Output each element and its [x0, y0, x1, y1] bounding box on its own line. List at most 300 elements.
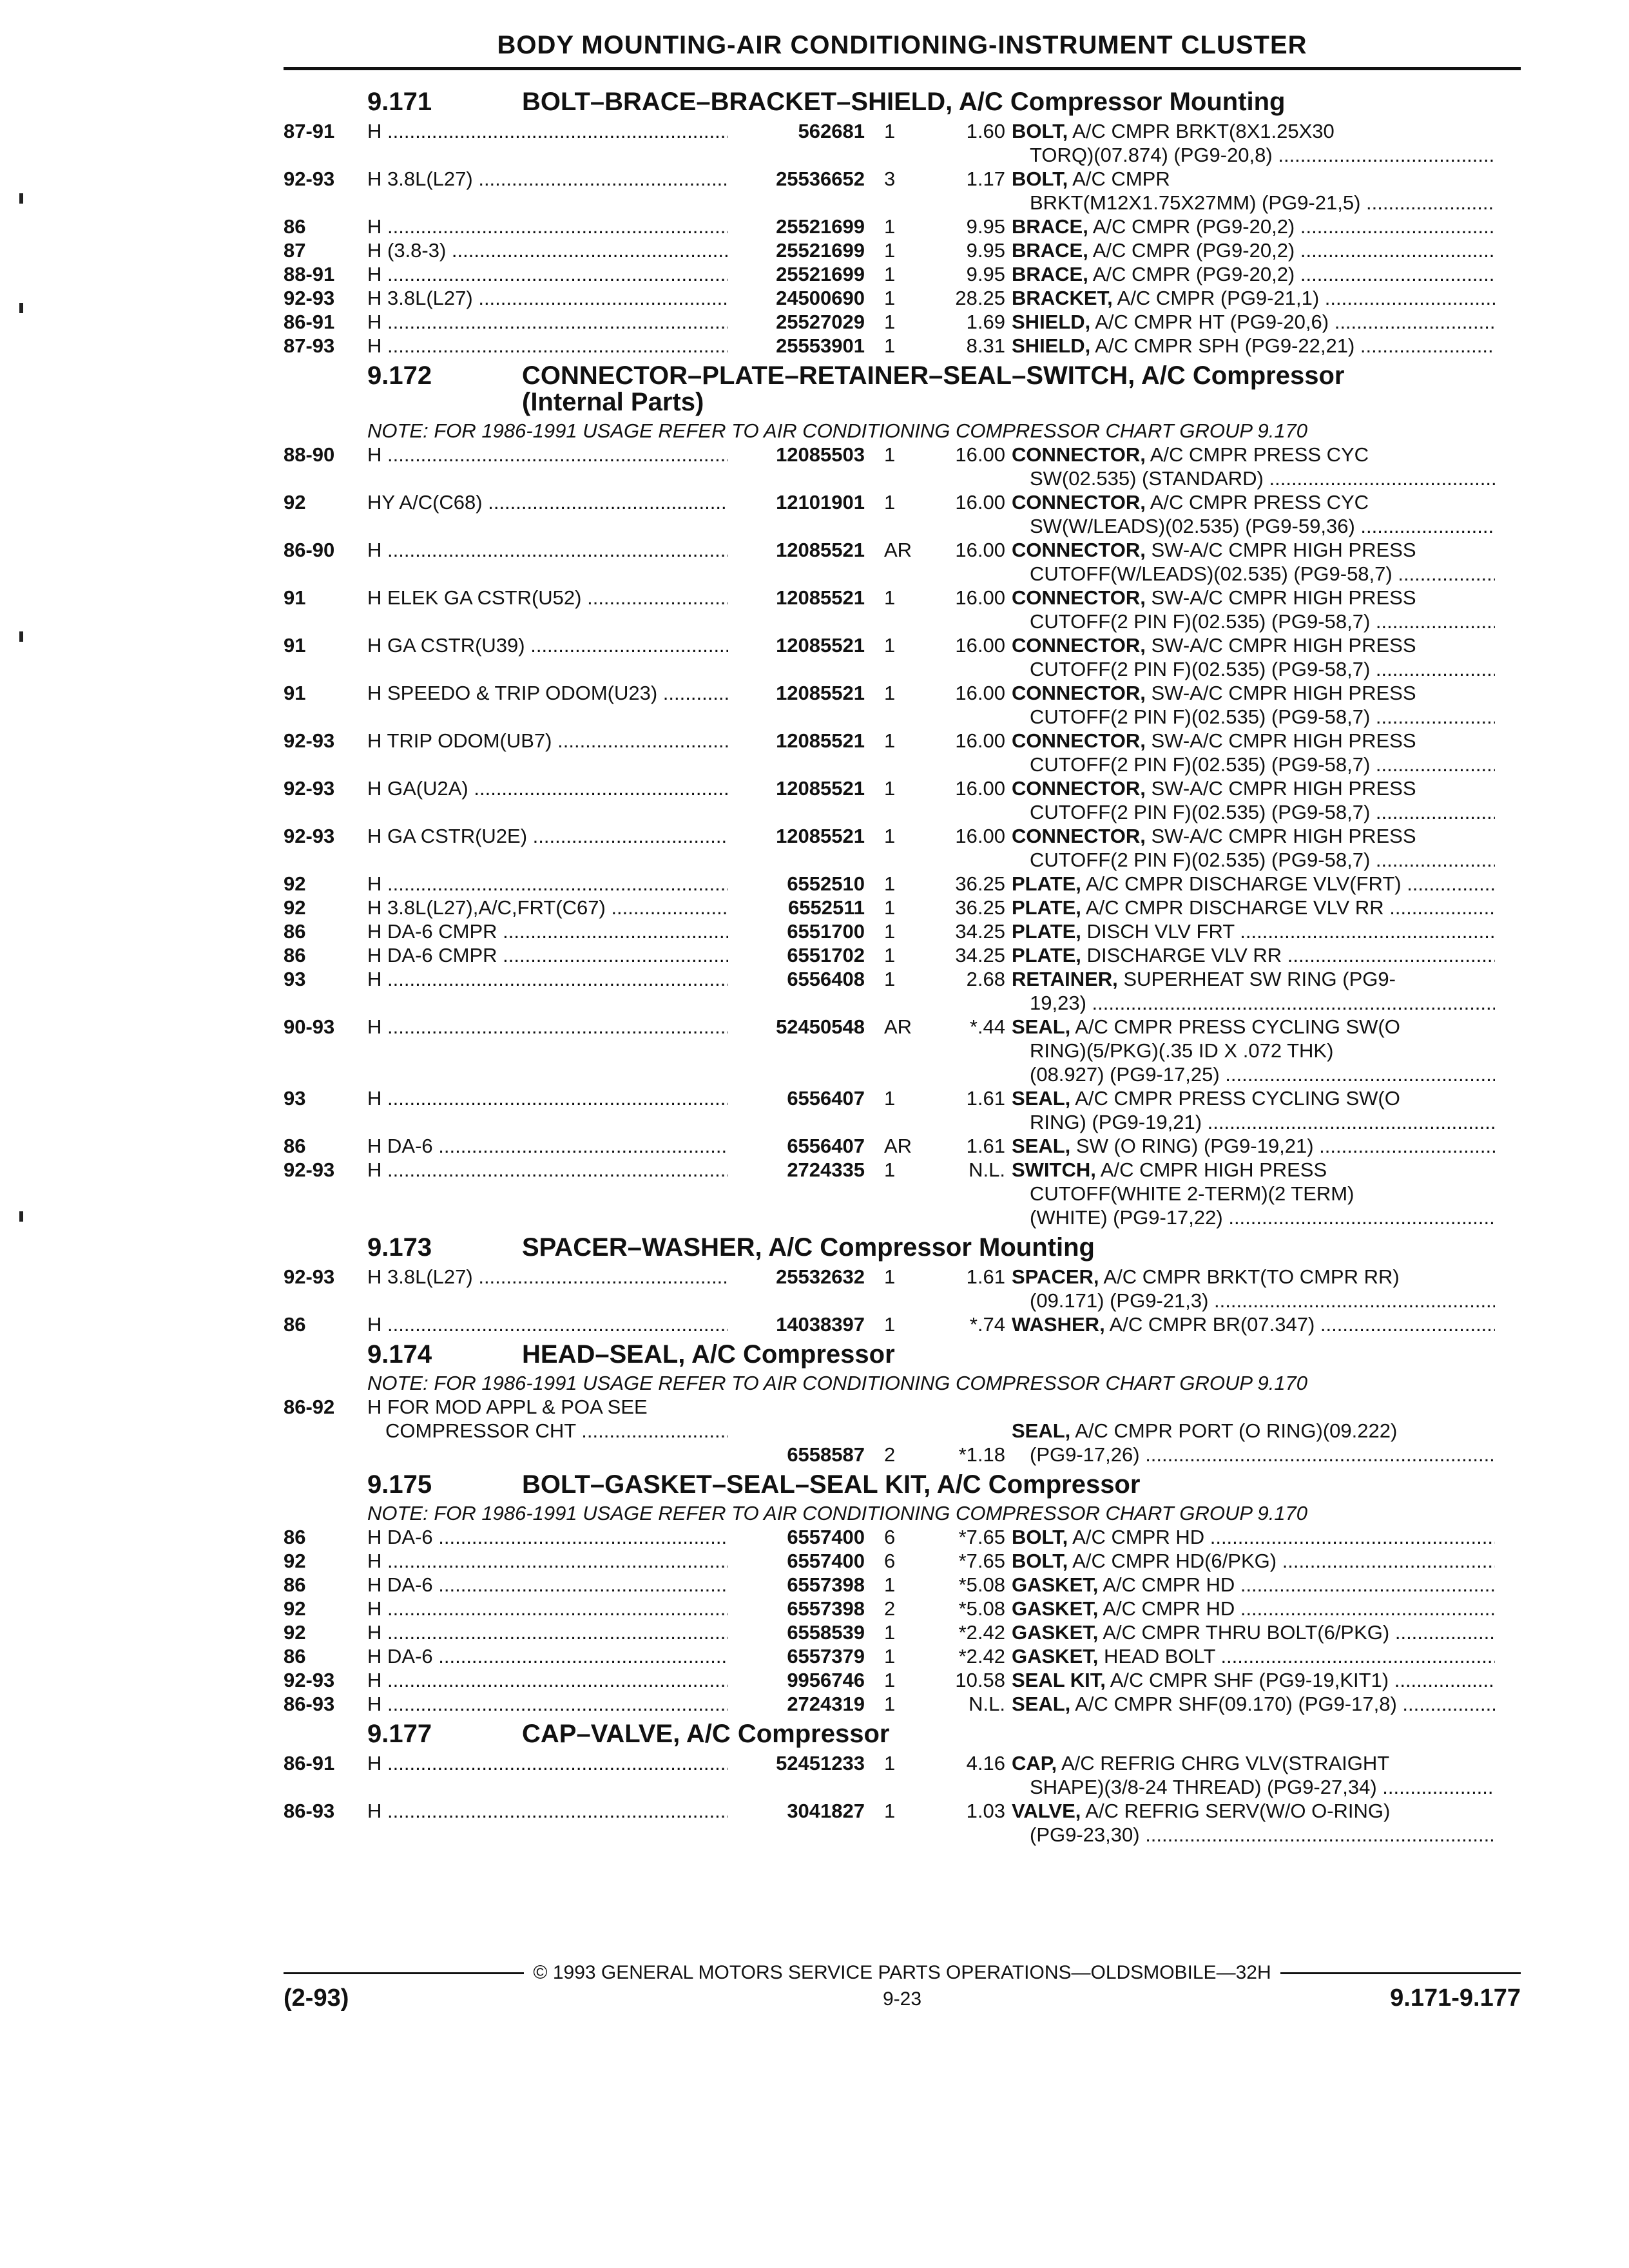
- part-price: 1.60: [966, 120, 1005, 142]
- group-title: CAP–VALVE, A/C Compressor: [522, 1720, 890, 1748]
- group-heading: [284, 1720, 1521, 1749]
- part-model: [367, 1086, 728, 1134]
- part-name: SWITCH,: [1012, 1158, 1096, 1181]
- part-row: [284, 896, 1521, 919]
- group-title: SPACER–WASHER, A/C Compressor Mounting: [522, 1233, 1095, 1262]
- part-model: [367, 943, 728, 967]
- margin-mark: [19, 1211, 23, 1222]
- part-name: PLATE,: [1012, 920, 1081, 943]
- part-description: [1012, 1265, 1495, 1312]
- part-quantity: 1: [884, 634, 896, 657]
- part-description: [1012, 776, 1495, 824]
- part-description: [1012, 1312, 1495, 1336]
- part-number: 12085521: [776, 634, 865, 657]
- part-row: [284, 490, 1521, 538]
- part-year: 92: [284, 1621, 306, 1644]
- part-model: [367, 1015, 728, 1086]
- part-description-text: A/C CMPR HIGH PRESS: [1095, 1158, 1327, 1181]
- part-model-text: H .....: [367, 1693, 728, 1715]
- group-number: 9.172: [367, 361, 432, 390]
- part-number: 6556408: [787, 968, 865, 990]
- part-year: 88-91: [284, 263, 335, 285]
- part-description-first-line: [1012, 1669, 1495, 1691]
- part-number: 6551702: [787, 944, 865, 966]
- part-model: [367, 1312, 728, 1336]
- part-name: CONNECTOR,: [1012, 539, 1146, 561]
- part-description-first-line: [1012, 777, 1416, 800]
- part-number: 12085521: [776, 539, 865, 561]
- part-description-first-line: [1012, 944, 1495, 966]
- part-model-text: H DA-6 CMPR .....: [367, 944, 728, 966]
- part-number: 6557398: [787, 1573, 865, 1596]
- part-model-text: H .....: [367, 1158, 728, 1181]
- part-model: [367, 334, 728, 358]
- part-name: CONNECTOR,: [1012, 729, 1146, 752]
- part-year: 93: [284, 1087, 306, 1110]
- part-row: [284, 1573, 1521, 1597]
- part-description-text: SW-A/C CMPR HIGH PRESS: [1145, 729, 1416, 752]
- part-model: [367, 1751, 728, 1799]
- part-name: SHIELD,: [1012, 311, 1091, 333]
- part-model: [367, 1525, 728, 1549]
- part-description-text: A/C CMPR HD .....: [1068, 1526, 1495, 1548]
- part-description-first-line: [1012, 1800, 1390, 1822]
- part-number: 6557400: [787, 1526, 865, 1548]
- part-number: 6556407: [787, 1087, 865, 1110]
- part-row: [284, 1525, 1521, 1549]
- part-model: [367, 1134, 728, 1158]
- part-name: PLATE,: [1012, 944, 1081, 966]
- part-description-text: A/C CMPR HD(6/PKG) .....: [1068, 1550, 1495, 1572]
- part-model-text: H .....: [367, 1621, 728, 1644]
- part-number: 6558539: [787, 1621, 865, 1644]
- part-year: 86: [284, 920, 306, 943]
- part-description-first-line: [1012, 334, 1495, 357]
- part-model-text: H GA CSTR(U39) .....: [367, 634, 728, 657]
- part-number: 2724335: [787, 1158, 865, 1181]
- part-number: 6557379: [787, 1645, 865, 1667]
- part-price: 4.16: [966, 1752, 1005, 1774]
- part-quantity: 1: [884, 239, 896, 262]
- part-year: 92: [284, 1550, 306, 1572]
- part-description: [1012, 1015, 1495, 1086]
- part-quantity: 6: [884, 1550, 896, 1572]
- part-row: [284, 633, 1521, 681]
- part-description: [1012, 681, 1495, 729]
- part-name: GASKET,: [1012, 1573, 1099, 1596]
- group-heading: [284, 1340, 1521, 1369]
- part-year: 92-93: [284, 168, 335, 190]
- part-year: 86: [284, 1313, 306, 1336]
- group-number: 9.177: [367, 1720, 432, 1748]
- part-model-text: H .....: [367, 1015, 728, 1038]
- part-description: [1012, 1525, 1495, 1549]
- part-model-text: H .....: [367, 1669, 728, 1691]
- part-number: 6552511: [788, 896, 865, 919]
- group-heading: [284, 361, 1521, 390]
- part-model-text: H .....: [367, 539, 728, 561]
- part-model-text: H FOR MOD APPL & POA SEE: [367, 1396, 648, 1418]
- part-price: 16.00: [955, 825, 1005, 847]
- part-row: [284, 538, 1521, 586]
- group-heading: [284, 1233, 1521, 1262]
- part-model: [367, 443, 728, 490]
- part-row: [284, 776, 1521, 824]
- part-name: SEAL,: [1012, 1087, 1071, 1110]
- part-row: [284, 1799, 1521, 1847]
- part-quantity: 1: [884, 1693, 896, 1715]
- parts-listing: [284, 84, 1521, 1847]
- group-number: 9.174: [367, 1340, 432, 1369]
- part-number: 14038397: [776, 1313, 865, 1336]
- part-model-text: H .....: [367, 263, 728, 285]
- part-row: [284, 919, 1521, 943]
- part-description-text: SW (O RING) (PG9-19,21) .....: [1070, 1135, 1495, 1157]
- part-name: GASKET,: [1012, 1597, 1099, 1620]
- part-year: 92-93: [284, 287, 335, 309]
- part-description-text: SW-A/C CMPR HIGH PRESS: [1145, 586, 1416, 609]
- part-number: 12085521: [776, 825, 865, 847]
- part-year: 92-93: [284, 1265, 335, 1288]
- part-description-text: A/C CMPR THRU BOLT(6/PKG) .....: [1098, 1621, 1495, 1644]
- part-description-first-line: [1012, 1419, 1495, 1443]
- part-number: 6556407: [787, 1135, 865, 1157]
- part-model-text: H ELEK GA CSTR(U52) .....: [367, 586, 728, 609]
- part-year: 92-93: [284, 729, 335, 752]
- part-name: BRACE,: [1012, 263, 1088, 285]
- part-model-text: H GA(U2A) .....: [367, 777, 728, 800]
- part-name: SEAL,: [1012, 1693, 1071, 1715]
- part-model: [367, 824, 728, 872]
- footer: [284, 1984, 1521, 2023]
- part-price: 16.00: [955, 729, 1005, 752]
- part-description-text: A/C CMPR: [1068, 168, 1170, 190]
- part-description: [1012, 167, 1495, 215]
- part-quantity: 1: [884, 1669, 896, 1691]
- part-name: BOLT,: [1012, 1550, 1068, 1572]
- part-price: 34.25: [955, 920, 1005, 943]
- part-model-text: H .....: [367, 120, 728, 142]
- part-description-text: A/C CMPR BR(07.347) .....: [1105, 1313, 1495, 1336]
- part-name: SPACER,: [1012, 1265, 1099, 1288]
- part-model: [367, 286, 728, 310]
- part-number: 25521699: [776, 215, 865, 238]
- group-title: HEAD–SEAL, A/C Compressor: [522, 1340, 895, 1369]
- part-quantity: 1: [884, 872, 896, 895]
- part-number: 6551700: [787, 920, 865, 943]
- part-quantity: 1: [884, 1573, 896, 1596]
- part-description: [1012, 967, 1495, 1015]
- part-row: [284, 967, 1521, 1015]
- part-model-text: H 3.8L(L27) .....: [367, 168, 728, 190]
- part-number: 24500690: [776, 287, 865, 309]
- part-quantity: 1: [884, 443, 896, 466]
- part-year: 90-93: [284, 1015, 335, 1038]
- part-model-text: H 3.8L(L27) .....: [367, 1265, 728, 1288]
- part-name: SEAL,: [1012, 1135, 1071, 1157]
- part-name: BOLT,: [1012, 168, 1068, 190]
- part-description-first-line: [1012, 1752, 1389, 1774]
- part-name: GASKET,: [1012, 1645, 1099, 1667]
- part-price: 1.17: [966, 168, 1005, 190]
- part-description-text: A/C CMPR PRESS CYCLING SW(O: [1070, 1087, 1400, 1110]
- part-description-continued: (PG9-23,30) .....: [1012, 1823, 1495, 1847]
- part-row: [284, 262, 1521, 286]
- part-year: 86-93: [284, 1693, 335, 1715]
- part-quantity: 1: [884, 777, 896, 800]
- part-description: [1012, 872, 1495, 896]
- part-model-text: H .....: [367, 1800, 728, 1822]
- part-price: 36.25: [955, 896, 1005, 919]
- part-year: 92-93: [284, 777, 335, 800]
- part-name: SEAL,: [1012, 1419, 1071, 1442]
- part-year: 92: [284, 896, 306, 919]
- part-model: [367, 538, 728, 586]
- part-price: 34.25: [955, 944, 1005, 966]
- part-price: 1.03: [966, 1800, 1005, 1822]
- part-model: [367, 586, 728, 633]
- footer-date: (2-93): [284, 1984, 349, 2012]
- part-description-text: SW-A/C CMPR HIGH PRESS: [1145, 539, 1416, 561]
- part-description: [1012, 1692, 1495, 1716]
- part-quantity: 2: [884, 1443, 896, 1466]
- part-description-first-line: [1012, 168, 1170, 190]
- part-model-text: H .....: [367, 1087, 728, 1110]
- part-model: [367, 1265, 728, 1312]
- part-description: [1012, 238, 1495, 262]
- part-price: 16.00: [955, 586, 1005, 609]
- part-name: WASHER,: [1012, 1313, 1105, 1336]
- part-price: 1.61: [966, 1135, 1005, 1157]
- part-number: 9956746: [787, 1669, 865, 1691]
- part-model-text: H .....: [367, 968, 728, 990]
- part-number: 12085521: [776, 777, 865, 800]
- part-name: BOLT,: [1012, 1526, 1068, 1548]
- part-number: 25527029: [776, 311, 865, 333]
- part-description: [1012, 1086, 1495, 1134]
- part-year: 93: [284, 968, 306, 990]
- part-row: [284, 1668, 1521, 1692]
- part-row: [284, 681, 1521, 729]
- group-number: 9.171: [367, 88, 432, 116]
- part-number: 12085521: [776, 586, 865, 609]
- part-row: [284, 1312, 1521, 1336]
- part-name: VALVE,: [1012, 1800, 1081, 1822]
- part-model-text: H .....: [367, 1752, 728, 1774]
- part-description: [1012, 1644, 1495, 1668]
- part-model: [367, 896, 728, 919]
- part-description-text: A/C CMPR PRESS CYC: [1145, 443, 1369, 466]
- part-quantity: 1: [884, 120, 896, 142]
- part-year: 86-91: [284, 311, 335, 333]
- part-quantity: AR: [884, 1135, 912, 1157]
- part-description-continued: CUTOFF(W/LEADS)(02.535) (PG9-58,7) .....: [1012, 562, 1495, 586]
- group-title: BOLT–BRACE–BRACKET–SHIELD, A/C Compressor Mounting: [522, 88, 1286, 116]
- part-number: 12085521: [776, 729, 865, 752]
- part-name: PLATE,: [1012, 896, 1081, 919]
- part-row: [284, 1597, 1521, 1620]
- part-description-continued: CUTOFF(2 PIN F)(02.535) (PG9-58,7) .....: [1012, 848, 1495, 872]
- part-year: 92: [284, 491, 306, 514]
- part-model-text: H DA-6 .....: [367, 1645, 728, 1667]
- part-description-first-line: [1012, 968, 1396, 990]
- part-quantity: 1: [884, 729, 896, 752]
- part-quantity: 6: [884, 1526, 896, 1548]
- part-description-continued: CUTOFF(2 PIN F)(02.535) (PG9-58,7) .....: [1012, 657, 1495, 681]
- part-description-first-line: [1012, 825, 1416, 847]
- part-description-text: A/C CMPR (PG9-21,1) .....: [1113, 287, 1495, 309]
- part-row: [284, 943, 1521, 967]
- part-row: [284, 1644, 1521, 1668]
- footer-rule: [284, 1972, 524, 1974]
- part-description-first-line: [1012, 1621, 1495, 1644]
- footer-copyright-line: [284, 1959, 1521, 1987]
- part-description-text: A/C CMPR BRKT(TO CMPR RR): [1099, 1265, 1400, 1288]
- part-model-text: H DA-6 CMPR .....: [367, 920, 728, 943]
- part-price: 8.31: [966, 334, 1005, 357]
- part-model-text: H .....: [367, 1313, 728, 1336]
- part-description-continued: CUTOFF(2 PIN F)(02.535) (PG9-58,7) .....: [1012, 800, 1495, 824]
- part-model-text: H .....: [367, 1550, 728, 1572]
- part-row: [284, 119, 1521, 167]
- part-quantity: 1: [884, 586, 896, 609]
- part-name: BRACKET,: [1012, 287, 1113, 309]
- part-number: 6557398: [787, 1597, 865, 1620]
- part-description: [1012, 310, 1495, 334]
- group-title: CONNECTOR–PLATE–RETAINER–SEAL–SWITCH, A/C Compressor: [522, 361, 1345, 390]
- part-year: 86-90: [284, 539, 335, 561]
- part-year: 86-93: [284, 1800, 335, 1822]
- part-number: 12101901: [776, 491, 865, 514]
- part-quantity: 1: [884, 311, 896, 333]
- part-model: [367, 633, 728, 681]
- part-description-first-line: [1012, 682, 1416, 704]
- part-number: 12085521: [776, 682, 865, 704]
- part-model: [367, 1573, 728, 1597]
- part-description: [1012, 943, 1495, 967]
- part-row: [284, 1134, 1521, 1158]
- part-year: 87-91: [284, 120, 335, 142]
- part-model-text: H .....: [367, 1597, 728, 1620]
- part-number: 25553901: [776, 334, 865, 357]
- part-number: 12085503: [776, 443, 865, 466]
- part-number: 52450548: [776, 1015, 865, 1038]
- part-description: [1012, 1620, 1495, 1644]
- part-number: 6558587: [787, 1443, 865, 1466]
- part-row: [284, 1265, 1521, 1312]
- part-year: 92: [284, 1597, 306, 1620]
- part-description: [1012, 538, 1495, 586]
- part-description-text: SUPERHEAT SW RING (PG9-: [1117, 968, 1396, 990]
- part-model-text: H (3.8-3) .....: [367, 239, 728, 262]
- footer-group-range: 9.171-9.177: [1390, 1984, 1521, 2012]
- group-subtitle: (Internal Parts): [522, 388, 704, 416]
- part-name: CONNECTOR,: [1012, 634, 1146, 657]
- part-model: [367, 310, 728, 334]
- part-model: [367, 919, 728, 943]
- part-description-first-line: [1012, 311, 1495, 333]
- part-price: 9.95: [966, 239, 1005, 262]
- part-row: [284, 443, 1521, 490]
- part-description-first-line: [1012, 239, 1495, 262]
- part-description-first-line: [1012, 1158, 1327, 1181]
- part-description-first-line: [1012, 872, 1495, 895]
- part-price: *5.08: [958, 1573, 1005, 1596]
- part-year: 92: [284, 872, 306, 895]
- part-name: SEAL,: [1012, 1015, 1071, 1038]
- part-description: [1012, 443, 1495, 490]
- part-description: [1012, 1573, 1495, 1597]
- part-description-text: A/C CMPR HD .....: [1098, 1597, 1495, 1620]
- part-description-first-line: [1012, 1597, 1495, 1620]
- part-description-text: A/C CMPR HT (PG9-20,6) .....: [1090, 311, 1495, 333]
- part-description-continued: (09.171) (PG9-21,3) .....: [1012, 1289, 1495, 1312]
- part-price: 16.00: [955, 634, 1005, 657]
- part-description: [1012, 1158, 1495, 1229]
- part-quantity: 1: [884, 825, 896, 847]
- part-quantity: 2: [884, 1597, 896, 1620]
- part-number: 2724319: [787, 1693, 865, 1715]
- part-description-first-line: [1012, 287, 1495, 309]
- part-price: 16.00: [955, 491, 1005, 514]
- part-description-text: A/C CMPR DISCHARGE VLV RR .....: [1081, 896, 1495, 919]
- part-model: [367, 490, 728, 538]
- part-row: [284, 1395, 1521, 1466]
- margin-mark: [19, 303, 23, 313]
- part-row: [284, 334, 1521, 358]
- part-description-first-line: [1012, 729, 1416, 752]
- part-description: [1012, 1668, 1495, 1692]
- part-name: CONNECTOR,: [1012, 825, 1146, 847]
- part-name: SHIELD,: [1012, 334, 1091, 357]
- part-row: [284, 1620, 1521, 1644]
- part-year: 92-93: [284, 1158, 335, 1181]
- part-description: [1012, 1134, 1495, 1158]
- part-name: GASKET,: [1012, 1621, 1099, 1644]
- part-description-continued: CUTOFF(2 PIN F)(02.535) (PG9-58,7) .....: [1012, 610, 1495, 633]
- part-model-text: H 3.8L(L27),A/C,FRT(C67) .....: [367, 896, 728, 919]
- part-year: 86: [284, 944, 306, 966]
- part-description: [1012, 919, 1495, 943]
- part-model: [367, 1799, 728, 1847]
- part-model-text: H .....: [367, 334, 728, 357]
- part-model-text: H 3.8L(L27) .....: [367, 287, 728, 309]
- part-quantity: AR: [884, 1015, 912, 1038]
- part-description-first-line: [1012, 1135, 1495, 1157]
- part-price: 9.95: [966, 215, 1005, 238]
- part-price: N.L.: [969, 1158, 1005, 1181]
- part-description-first-line: [1012, 586, 1416, 609]
- part-model-text: H .....: [367, 311, 728, 333]
- part-row: [284, 1015, 1521, 1086]
- part-price: *5.08: [958, 1597, 1005, 1620]
- part-price: 10.58: [955, 1669, 1005, 1691]
- part-description-continued: SW(W/LEADS)(02.535) (PG9-59,36) .....: [1012, 514, 1495, 538]
- group-heading: [284, 1470, 1521, 1499]
- part-model: [367, 681, 728, 729]
- part-model: [367, 967, 728, 1015]
- part-price: 1.69: [966, 311, 1005, 333]
- part-price: *7.65: [958, 1526, 1005, 1548]
- part-row: [284, 1158, 1521, 1229]
- part-year: 92-93: [284, 1669, 335, 1691]
- part-description-continued: (PG9-17,26) .....: [1012, 1443, 1495, 1466]
- part-description-text: A/C CMPR PORT (O RING)(09.222): [1070, 1419, 1398, 1442]
- part-price: 2.68: [966, 968, 1005, 990]
- part-row: [284, 824, 1521, 872]
- part-description-text: SW-A/C CMPR HIGH PRESS: [1145, 777, 1416, 800]
- part-description-first-line: [1012, 443, 1369, 466]
